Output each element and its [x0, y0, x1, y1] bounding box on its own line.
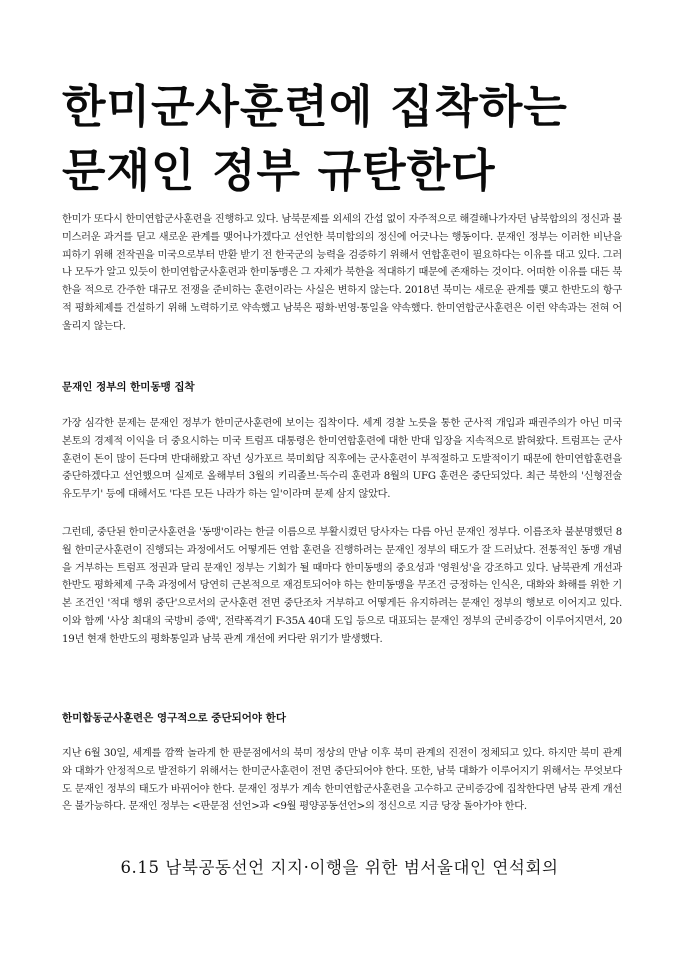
section1-paragraph-1: 가장 심각한 문제는 문재인 정부가 한미군사훈련에 보이는 집착이다. 세계 경찰 노릇을 통한 군사적 개입과 패권주의가 아닌 미국 본토의 경제적 이익을 더 중요시하는 미국 트럼프 대통령은 한미연합훈련에 대한 반대 입장을 지속적으로 밝혀왔다. 트럼프는 군사훈련이 돈이 많이 든다며 반대해왔고 작년 싱가포르 북미회담 직후에는 군사훈련이 부적절하고 도발적이기 때문에 한미연합훈련을 중단하겠다고 선언했으며 실제로 올해부터 3월의 키리졸브·독수리 훈련과 8월의 UFG 훈련은 중단되었다. 최근 북한의 '신형전술유도무기' 등에 대해서도 '다른 모든 나라가 하는 일'이라며 문제 삼지 않았다.	[62, 418, 622, 501]
section1-heading: 문재인 정부의 한미동맹 집착	[62, 381, 195, 393]
title-line-1: 한미군사훈련에 집착하는	[62, 80, 568, 133]
intro-paragraph: 한미가 또다시 한미연합군사훈련을 진행하고 있다. 남북문제를 외세의 간섭 없이 자주적으로 해결해나가자던 남북합의의 정신과 불미스러운 과거를 딛고 새로운 관계를 맺어나가겠다고 선언한 북미합의의 정신에 어긋나는 행동이다. 문재인 정부는 이러한 비난을 피하기 위해 전작권을 미국으로부터 반환 받기 전 한국군의 능력을 검증하기 위해서 연합훈련이 필요하다는 이유를 대고 있다. 그러나 모두가 알고 있듯이 한미연합군사훈련과 한미동맹은 그 자체가 북한을 적대하기 때문에 존재하는 것이다. 어떠한 이유를 대든 북한을 적으로 간주한 대규모 전쟁을 준비하는 훈련이라는 사실은 변하지 않는다. 2018년 북미는 새로운 관계를 맺고 한반도의 항구적 평화체제를 건설하기 위해 노력하기로 약속했고 남북은 평화·번영·통일을 약속했다. 한미연합군사훈련은 이런 약속과는 전혀 어울리지 않는다.	[62, 214, 622, 332]
footer-organization: 6.15 남북공동선언 지지·이행을 위한 범서울대인 연석회의	[120, 858, 559, 877]
section2-paragraph-1: 지난 6월 30일, 세계를 깜짝 놀라게 한 판문점에서의 북미 정상의 만남 이후 북미 관계의 진전이 정체되고 있다. 하지만 북미 관계와 대화가 안정적으로 발전하기 위해서는 한미군사훈련이 전면 중단되어야 한다. 또한, 남북 대화가 이루어지기 위해서는 무엇보다도 문재인 정부의 태도가 바뀌어야 한다. 문재인 정부가 계속 한미연합군사훈련을 고수하고 군비증강에 집착한다면 남북 관계 개선은 불가능하다. 문재인 정부는 <판문점 선언>과 <9월 평양공동선언>의 정신으로 지금 당장 돌아가야 한다.	[62, 748, 622, 813]
section1-paragraph-2: 그런데, 중단된 한미군사훈련을 '동맹'이라는 한글 이름으로 부활시켰던 당사자는 다름 아닌 문재인 정부다. 이름조차 불분명했던 8월 한미군사훈련이 진행되는 과정에서도 어떻게든 연합 훈련을 진행하려는 문재인 정부의 태도가 잘 드러났다. 전통적인 동맹 개념을 거부하는 트럼프 정권과 달리 문재인 정부는 기회가 될 때마다 한미동맹의 중요성과 '영원성'을 강조하고 있다. 남북관계 개선과 한반도 평화체제 구축 과정에서 당연히 근본적으로 재검토되어야 하는 한미동맹을 무조건 긍정하는 인식은, 대화와 화해를 위한 기본 조건인 '적대 행위 중단'으로서의 군사훈련 전면 중단조차 거부하고 어떻게든 유지하려는 문재인 정부의 행보로 이어지고 있다. 이와 함께 '사상 최대의 국방비 증액', 전략폭격기 F-35A 40대 도입 등으로 대표되는 문재인 정부의 군비증강이 이루어지면서, 2019년 현재 한반도의 평화통일과 남북 관계 개선에 커다란 위기가 발생했다.	[62, 527, 622, 645]
section2-heading: 한미합동군사훈련은 영구적으로 중단되어야 한다	[62, 712, 286, 724]
title-line-2: 문재인 정부 규탄한다	[62, 144, 496, 197]
